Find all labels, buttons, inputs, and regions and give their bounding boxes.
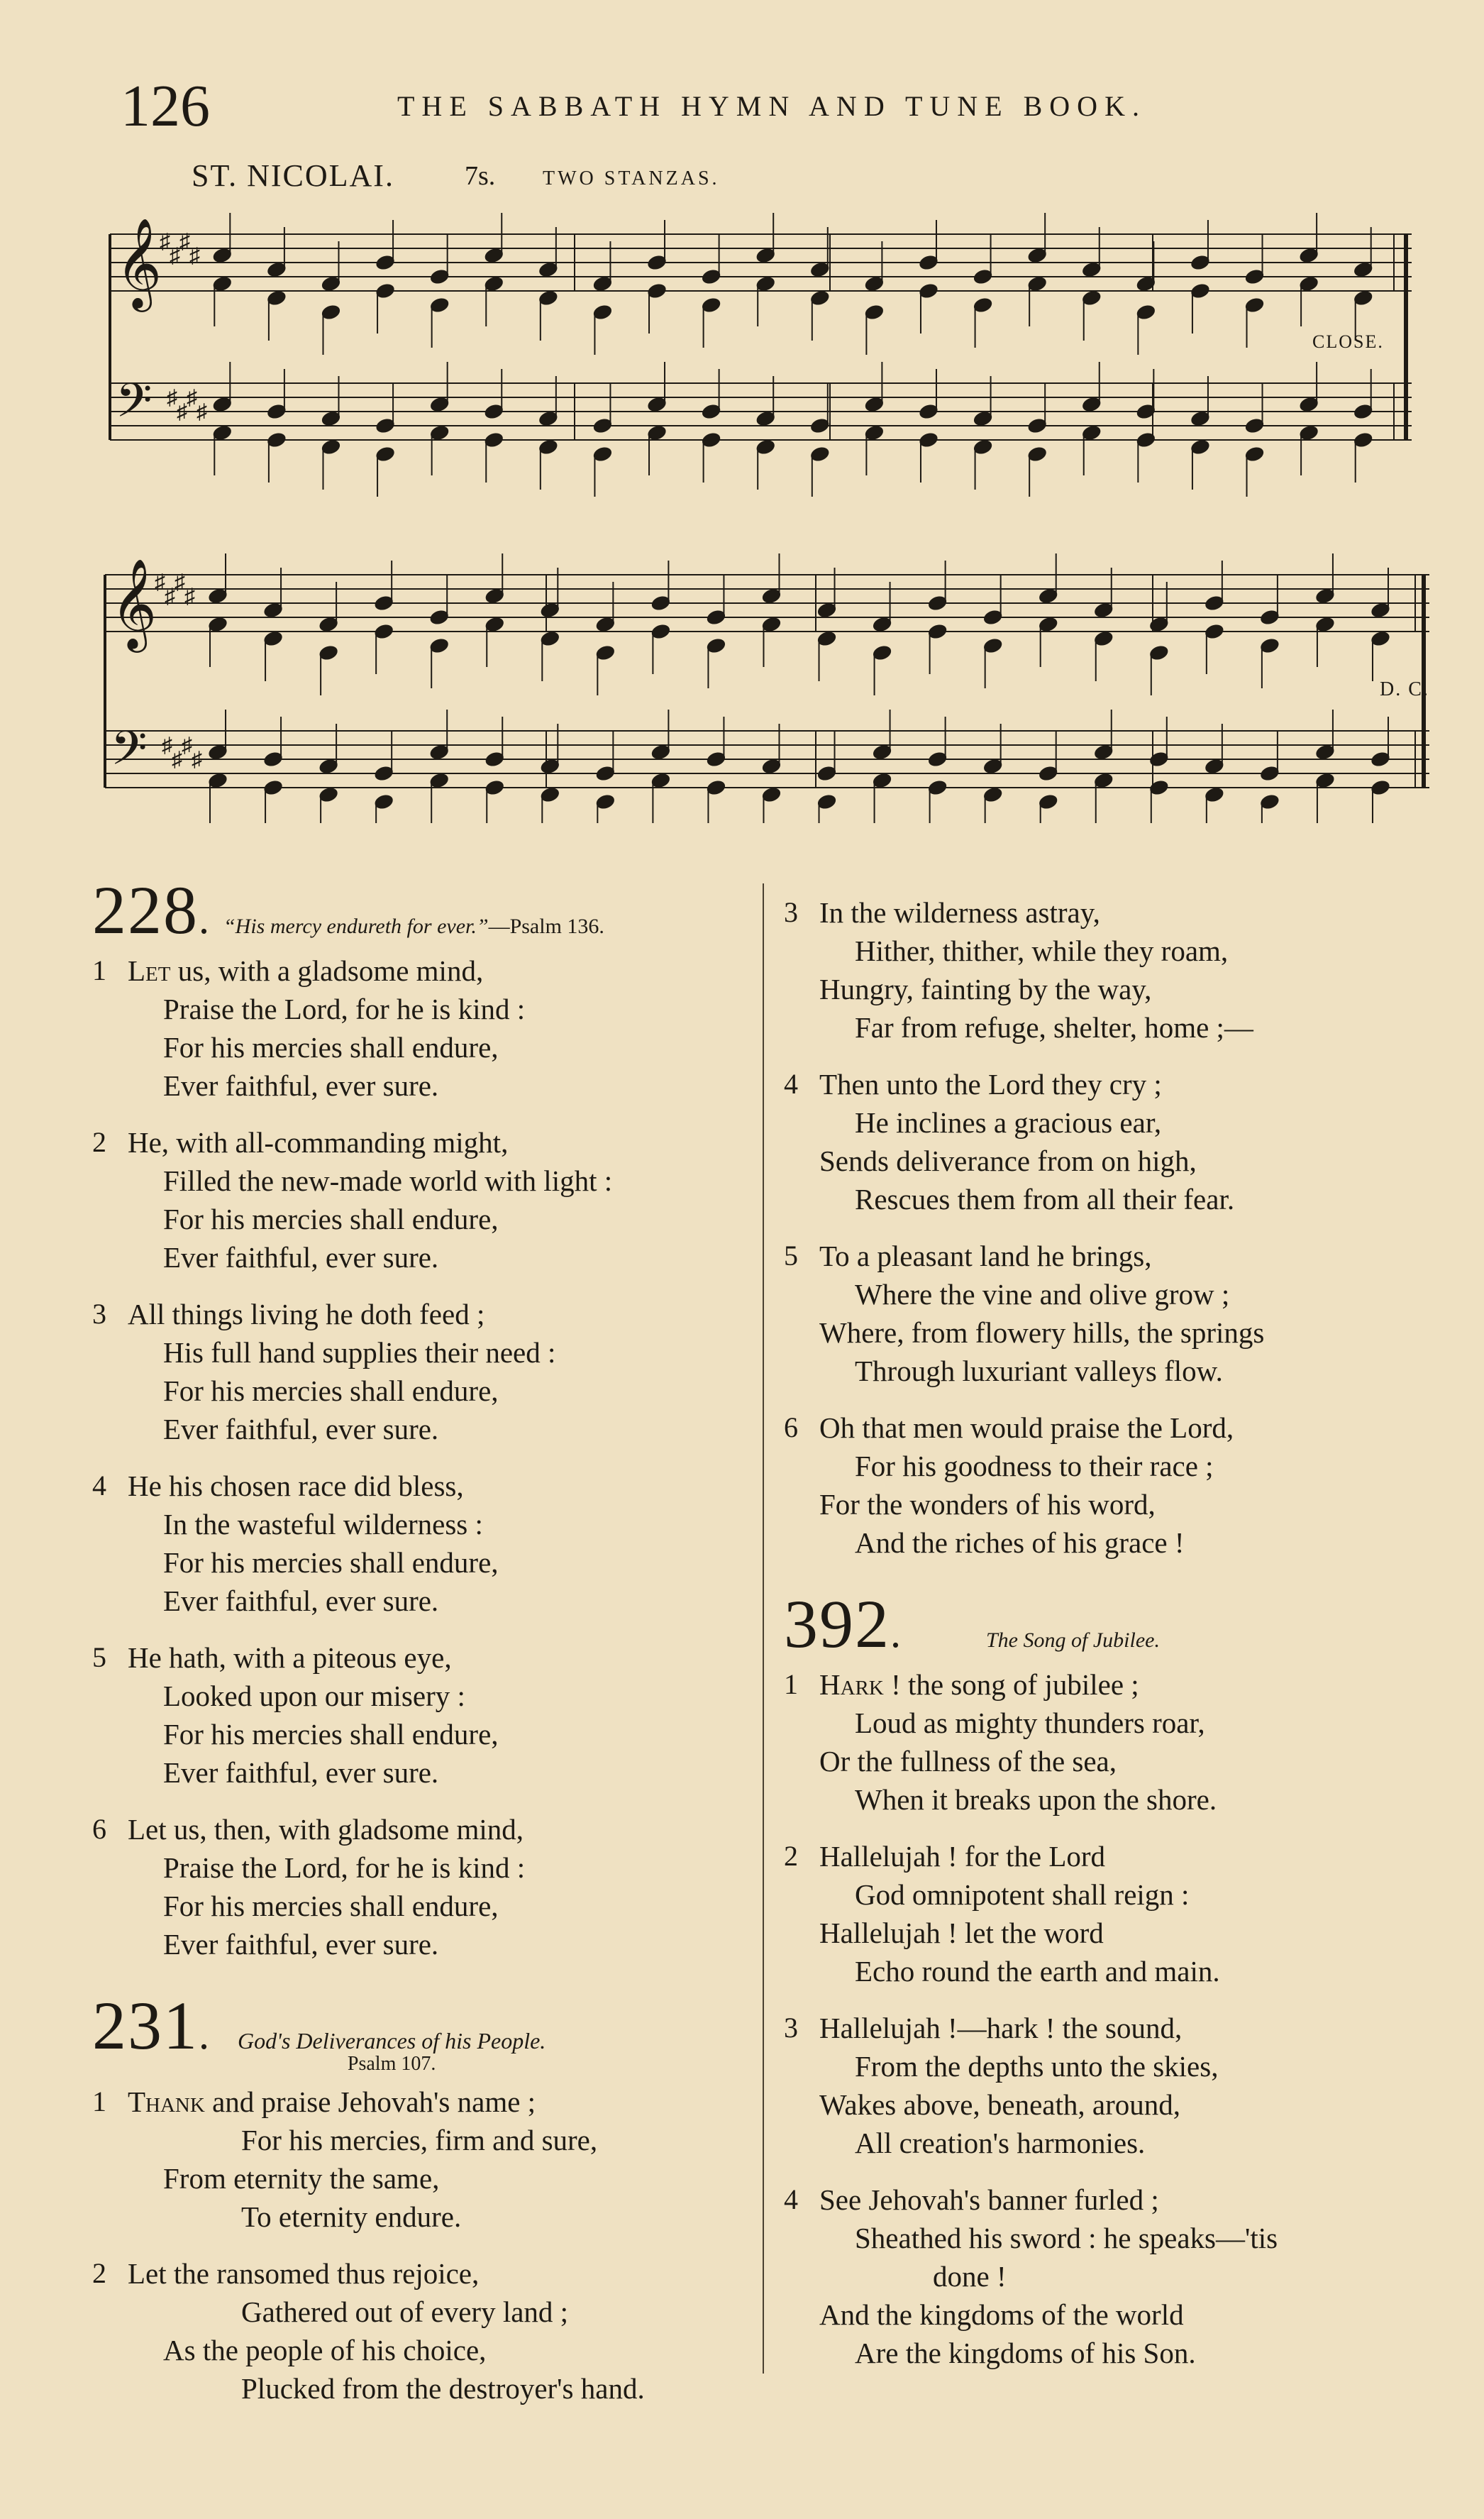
verse-line: Looked upon our misery : [163, 1680, 465, 1712]
tune-name: ST. NICOLAI. [192, 158, 394, 193]
verse-line: Hungry, fainting by the way, [819, 973, 1152, 1005]
verse-line: See Jehovah's banner furled ; [819, 2183, 1159, 2216]
running-head: THE SABBATH HYMN AND TUNE BOOK. [397, 90, 1146, 122]
stanza-number: 1 [92, 2085, 106, 2117]
verse-line: ! the song of jubilee ; [883, 1668, 1139, 1701]
hymn-number-dot: . [199, 895, 209, 942]
verse-line: done ! [933, 2260, 1007, 2293]
left-column [92, 872, 745, 2436]
verse-line: All things living he doth feed ; [128, 1298, 485, 1330]
verse-line: For his mercies shall endure, [163, 1203, 499, 1235]
verse-line: Praise the Lord, for he is kind : [163, 993, 526, 1025]
first-word: Thank [128, 2085, 205, 2118]
verse-line: He his chosen race did bless, [128, 1470, 464, 1502]
sharp-icon: ♯ [162, 734, 172, 757]
treble-clef-icon: 𝄞 [116, 217, 162, 308]
stanza-number: 1 [92, 954, 106, 986]
stanza [92, 2254, 745, 2408]
stanza-number: 3 [784, 896, 798, 928]
stanza [784, 1237, 1465, 1390]
verse-line: To eternity endure. [241, 2200, 462, 2233]
tune-meter: 7s. [465, 161, 496, 191]
verse-line: Let us, then, with gladsome mind, [128, 1813, 524, 1846]
verse-line: For his mercies shall endure, [163, 1031, 499, 1064]
verse-line: As the people of his choice, [163, 2333, 487, 2366]
verse-line: Ever faithful, ever sure. [163, 1584, 439, 1617]
sharp-icon: ♯ [177, 400, 187, 424]
verse-line: And the riches of his grace ! [855, 1526, 1185, 1559]
stanza [92, 1638, 745, 1792]
verse-line: Or the fullness of the sea, [819, 1745, 1117, 1777]
stanza [784, 893, 1465, 1047]
hymn-231 [92, 1988, 745, 2408]
stanza [784, 2009, 1465, 2162]
stanza-number: 3 [784, 2012, 798, 2044]
verse-line: For his mercies shall endure, [163, 1718, 499, 1751]
verse-line: Echo round the earth and main. [855, 1955, 1220, 1988]
stanza [92, 1467, 745, 1620]
verse-line: Hallelujah ! let the word [819, 1917, 1104, 1949]
stanza-number: 1 [784, 1668, 798, 1700]
stanza-number: 2 [784, 1840, 798, 1872]
verse-line: Praise the Lord, for he is kind : [163, 1851, 526, 1884]
verse-line: Oh that men would praise the Lord, [819, 1411, 1234, 1444]
sharp-icon: ♯ [167, 386, 177, 409]
verse-line: Hallelujah ! for the Lord [819, 1840, 1106, 1873]
verse-line: God omnipotent shall reign : [855, 1878, 1190, 1911]
verse-line: Filled the new-made world with light : [163, 1164, 613, 1197]
stanza-number: 4 [92, 1470, 106, 1501]
verse-line: All creation's harmonies. [855, 2127, 1146, 2159]
stanza-number: 6 [92, 1813, 106, 1845]
sharp-icon: ♯ [165, 585, 175, 608]
sharp-icon: ♯ [187, 386, 197, 409]
tune-stanzas: TWO STANZAS. [543, 167, 720, 189]
stanza [784, 2181, 1465, 2372]
stanza-number: 5 [784, 1240, 798, 1272]
hymn-scripture-ref: Psalm 107. [347, 2053, 436, 2076]
stanza-number: 2 [92, 1126, 106, 1158]
sharp-icon: ♯ [189, 244, 200, 268]
stanza-number: 3 [92, 1298, 106, 1330]
stanza [92, 1295, 745, 1448]
sharp-icon: ♯ [184, 585, 195, 608]
stanza [92, 1123, 745, 1277]
right-column [784, 876, 1465, 2401]
verse-line: and praise Jehovah's name ; [204, 2085, 536, 2118]
hymn-number: 231 [92, 1988, 199, 2063]
page-number: 126 [121, 73, 210, 139]
sharp-icon: ♯ [155, 571, 165, 594]
stanza [92, 952, 745, 1105]
hymn-number: 392 [784, 1586, 890, 1662]
treble-clef-icon: 𝄞 [111, 558, 157, 649]
stanza [784, 1065, 1465, 1218]
verse-line: His full hand supplies their need : [163, 1336, 556, 1369]
verse-line: In the wilderness astray, [819, 896, 1100, 929]
hymn-number-dot: . [199, 2011, 209, 2058]
hymn-title: God's Deliverances of his People. [238, 2028, 546, 2054]
dc-mark: D. C. [1380, 678, 1429, 700]
verse-line: He, with all-commanding might, [128, 1126, 509, 1159]
stanza-number: 4 [784, 2183, 798, 2215]
verse-line: And the kingdoms of the world [819, 2298, 1184, 2331]
verse-line: us, with a gladsome mind, [170, 954, 484, 987]
verse-line: Ever faithful, ever sure. [163, 1413, 439, 1445]
verse-line: Sheathed his sword : he speaks—'tis [855, 2222, 1278, 2254]
verse-line: From eternity the same, [163, 2161, 440, 2195]
verse-line: Where, from flowery hills, the springs [819, 1316, 1265, 1349]
bass-clef-icon: 𝄢 [116, 373, 153, 439]
bass-clef-icon: 𝄢 [111, 721, 148, 787]
verse-line: To a pleasant land he brings, [819, 1240, 1152, 1272]
verse-line: Hallelujah !—hark ! the sound, [819, 2012, 1183, 2044]
stanza-number: 4 [784, 1068, 798, 1100]
verse-line: He inclines a gracious ear, [855, 1106, 1162, 1139]
stanza [92, 1810, 745, 1963]
sharp-icon: ♯ [172, 748, 182, 771]
verse-line: Then unto the Lord they cry ; [819, 1068, 1162, 1101]
sharp-icon: ♯ [182, 734, 192, 757]
stanza [784, 1409, 1465, 1562]
sharp-icon: ♯ [175, 571, 185, 594]
verse-line: For his mercies shall endure, [163, 1546, 499, 1579]
verse-line: Where the vine and olive grow ; [855, 1278, 1230, 1311]
verse-line: Sends deliverance from on high, [819, 1145, 1197, 1177]
stanza-number: 5 [92, 1641, 106, 1673]
verse-line: Through luxuriant valleys flow. [855, 1355, 1223, 1387]
hymn-scripture-ref: —Psalm 136. [488, 915, 604, 938]
verse-line: For his goodness to their race ; [855, 1450, 1214, 1482]
sharp-icon: ♯ [192, 748, 202, 771]
verse-line: Gathered out of every land ; [241, 2295, 569, 2328]
verse-line: Ever faithful, ever sure. [163, 1241, 439, 1274]
sharp-icon: ♯ [179, 230, 190, 253]
verse-line: For the wonders of his word, [819, 1488, 1156, 1521]
verse-line: Wakes above, beneath, around, [819, 2088, 1180, 2121]
hymn-231-continued [784, 893, 1465, 1562]
verse-line: For his mercies shall endure, [163, 1890, 499, 1922]
hymn-title: “His mercy endureth for ever.” [223, 915, 489, 938]
hymn-number-dot: . [890, 1609, 901, 1656]
verse-line: He hath, with a piteous eye, [128, 1641, 452, 1674]
verse-line: When it breaks upon the shore. [855, 1783, 1217, 1816]
first-word: Let [128, 954, 171, 987]
verse-line: Are the kingdoms of his Son. [855, 2337, 1196, 2369]
stanza-number: 2 [92, 2256, 106, 2289]
stanza [784, 1837, 1465, 1990]
verse-line: Ever faithful, ever sure. [163, 1756, 439, 1789]
verse-line: Plucked from the destroyer's hand. [241, 2371, 645, 2405]
music-score [0, 0, 1484, 823]
verse-line: Loud as mighty thunders roar, [855, 1707, 1205, 1739]
verse-line: From the depths unto the skies, [855, 2050, 1219, 2083]
verse-line: For his mercies, firm and sure, [241, 2123, 598, 2156]
stanza [784, 1665, 1465, 1819]
sharp-icon: ♯ [170, 244, 180, 268]
hymn-228 [92, 872, 745, 1963]
stanza [92, 2083, 745, 2236]
verse-line: In the wasteful wilderness : [163, 1508, 483, 1540]
hymn-392 [784, 1586, 1465, 2372]
column-divider [763, 883, 764, 2374]
verse-line: Hither, thither, while they roam, [855, 935, 1229, 967]
verse-line: Ever faithful, ever sure. [163, 1069, 439, 1102]
verse-line: Ever faithful, ever sure. [163, 1928, 439, 1961]
verse-line: Let the ransomed thus rejoice, [128, 2256, 480, 2290]
verse-line: For his mercies shall endure, [163, 1374, 499, 1407]
close-mark: CLOSE. [1312, 331, 1384, 352]
stanza-number: 6 [784, 1411, 798, 1443]
verse-line: Rescues them from all their fear. [855, 1183, 1235, 1216]
verse-line: Far from refuge, shelter, home ;— [855, 1011, 1253, 1044]
sharp-icon: ♯ [160, 230, 170, 253]
hymn-title: The Song of Jubilee. [986, 1628, 1160, 1652]
sharp-icon: ♯ [196, 400, 207, 424]
first-word: Hark [819, 1668, 884, 1701]
hymn-number: 228 [92, 872, 199, 948]
